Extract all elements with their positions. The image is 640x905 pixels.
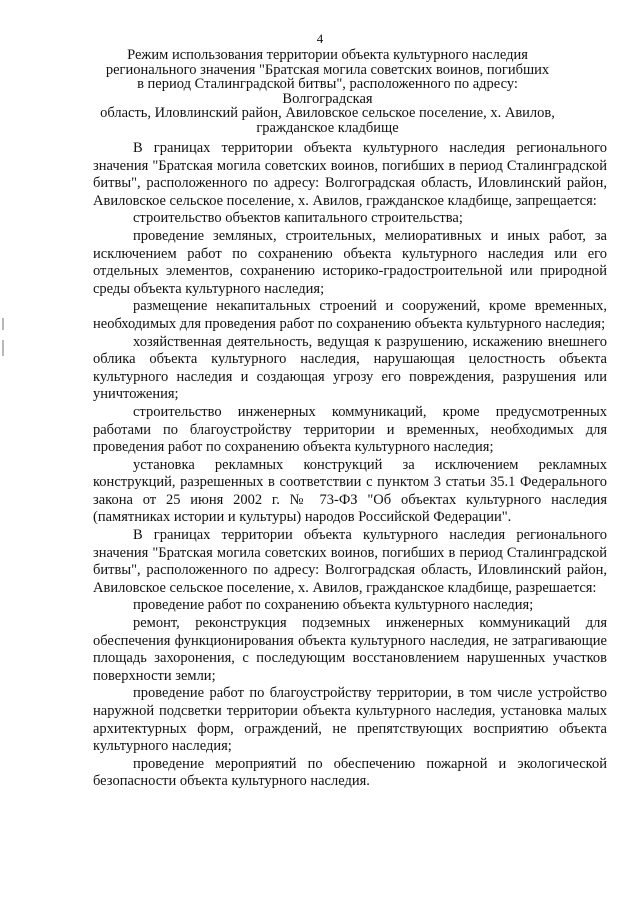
prohibition-item: строительство объектов капитального строительства; xyxy=(133,210,463,227)
scan-margin-mark xyxy=(2,340,4,356)
prohibition-item: проведение земляных, строительных, мелиоративных и иных работ, за исключением работ по сохранению объекта культурного наследия или его отдельных элементов, сохранению историко-градостроительной или природной среды объекта культурного наследия; xyxy=(93,227,607,297)
page-number: 4 xyxy=(316,31,324,46)
title-line: гражданское кладбище xyxy=(256,119,399,136)
permission-item: проведение мероприятий по обеспечению пожарной и экологической безопасности объекта культурного наследия. xyxy=(93,755,607,790)
title-line: регионального значения "Братская могила советских воинов, погибших xyxy=(105,61,550,78)
permissions-intro-paragraph: В границах территории объекта культурного наследия регионального значения "Братская могила советских воинов, погибших в период Сталинградской битвы", расположенного по адресу: Волгоградская область, Иловлинский район, Авиловское сельское поселение, х. Авилов, гражданское кладбище, разрешается: xyxy=(93,527,607,596)
document-title xyxy=(95,48,560,136)
permission-item: ремонт, реконструкция подземных инженерных коммуникаций для обеспечения функционирования объекта культурного наследия, не затрагивающие площадь захоронения, с последующим восстановлением нарушенных участков поверхности земли; xyxy=(93,615,607,684)
permission-item: проведение работ по сохранению объекта культурного наследия; xyxy=(133,597,534,614)
permission-item: проведение работ по благоустройству территории, в том числе устройство наружной подсветки территории объекта культурного наследия, установка малых архитектурных форм, ограждений, не препятствующих восприятию объекта культурного наследия; xyxy=(93,685,607,755)
prohibition-item: хозяйственная деятельность, ведущая к разрушению, искажению внешнего облика объекта культурного наследия, нарушающая целостность объекта культурного наследия и создающая угрозу его повреждения, разрушения или уничтожения; xyxy=(93,333,607,403)
document-body xyxy=(93,140,607,791)
prohibition-item: строительство инженерных коммуникаций, кроме предусмотренных работами по благоустройству территории и временных, необходимых для проведения работ по сохранению объекта культурного наследия; xyxy=(93,403,607,456)
scan-margin-mark xyxy=(2,318,4,330)
title-line: Режим использования территории объекта культурного наследия xyxy=(127,47,528,63)
prohibitions-intro-paragraph: В границах территории объекта культурного наследия регионального значения "Братская могила советских воинов, погибших в период Сталинградской битвы", расположенного по адресу: Волгоградская область, Иловлинский район, Авиловское сельское поселение, х. Авилов, гражданское кладбище, запрещается: xyxy=(93,140,607,209)
prohibition-item: установка рекламных конструкций за исключением рекламных конструкций, разрешенных в соответствии с пунктом 3 статьи 35.1 Федерального закона от 25 июня 2002 г. № 73-ФЗ "Об объектах культурного наследия (памятниках истории и культуры) народов Российской Федерации". xyxy=(93,456,607,526)
title-line: область, Иловлинский район, Авиловское сельское поселение, х. Авилов, xyxy=(100,105,555,122)
title-line: в период Сталинградской битвы", расположенного по адресу: Волгоградская xyxy=(137,76,518,107)
prohibition-item: размещение некапитальных строений и сооружений, кроме временных, необходимых для проведения работ по сохранению объекта культурного наследия; xyxy=(93,298,607,332)
